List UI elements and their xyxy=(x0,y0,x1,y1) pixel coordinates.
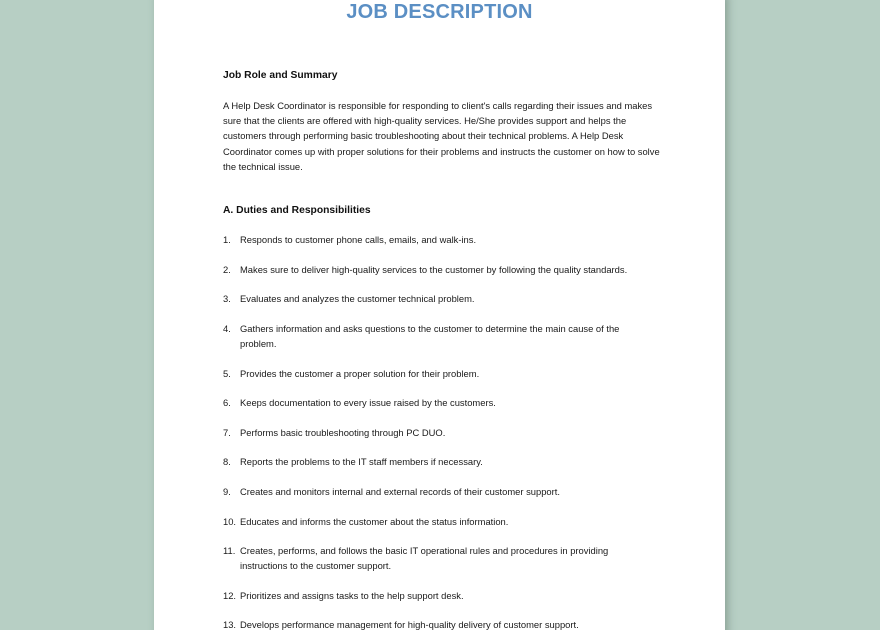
list-item xyxy=(223,484,643,499)
list-item xyxy=(223,617,643,630)
list-item-text: Keeps documentation to every issue raised by the customers. xyxy=(240,397,496,408)
list-item-text: Makes sure to deliver high-quality services to the customer by following the quality standards. xyxy=(240,264,628,275)
list-item-text: Creates, performs, and follows the basic IT operational rules and procedures in providing instructions to the customer support. xyxy=(240,545,609,571)
summary-paragraph: A Help Desk Coordinator is responsible for responding to client's calls regarding their issues and makes sure that the clients are offered with high-quality services. He/She provides support and helps the customers through performing basic troubleshooting about their technical problems. A Help Desk Coordinator comes up with proper solutions for their problems and instructs the customer on how to solve the technical issue. xyxy=(223,100,660,172)
list-item-number: 9. xyxy=(223,486,231,497)
duties-heading: A. Duties and Responsibilities xyxy=(223,205,371,216)
list-item-number: 6. xyxy=(223,397,231,408)
list-item xyxy=(223,588,643,603)
list-item-text: Provides the customer a proper solution for their problem. xyxy=(240,368,480,379)
list-item xyxy=(223,425,643,440)
list-item-number: 7. xyxy=(223,427,231,438)
list-item-number: 10. xyxy=(223,516,237,527)
list-item xyxy=(223,291,643,306)
list-item-text: Performs basic troubleshooting through PC DUO. xyxy=(240,427,446,438)
summary-heading: Job Role and Summary xyxy=(223,70,338,81)
list-item-text: Evaluates and analyzes the customer technical problem. xyxy=(240,293,475,304)
list-item-number: 13. xyxy=(223,619,237,630)
list-item-number: 4. xyxy=(223,323,231,334)
document-title: JOB DESCRIPTION xyxy=(346,1,533,23)
list-item xyxy=(223,543,643,573)
list-item-number: 11. xyxy=(223,545,236,556)
list-item-number: 2. xyxy=(223,264,231,275)
list-item-number: 5. xyxy=(223,368,231,379)
list-item xyxy=(223,366,643,381)
document-page xyxy=(154,0,725,630)
list-item-text: Develops performance management for high-quality delivery of customer support. xyxy=(240,619,579,630)
list-item-number: 12. xyxy=(223,590,237,601)
list-item-number: 3. xyxy=(223,293,231,304)
list-item-text: Creates and monitors internal and external records of their customer support. xyxy=(240,486,560,497)
list-item xyxy=(223,454,643,469)
list-item xyxy=(223,514,643,529)
list-item xyxy=(223,262,643,277)
list-item-number: 8. xyxy=(223,456,231,467)
list-item-text: Gathers information and asks questions to the customer to determine the main cause of the problem. xyxy=(240,323,620,349)
list-item-text: Reports the problems to the IT staff members if necessary. xyxy=(240,456,483,467)
list-item-text: Prioritizes and assigns tasks to the help support desk. xyxy=(240,590,464,601)
list-item-text: Responds to customer phone calls, emails, and walk-ins. xyxy=(240,234,477,245)
list-item-number: 1. xyxy=(223,234,231,245)
list-item xyxy=(223,321,643,351)
list-item xyxy=(223,395,643,410)
list-item-text: Educates and informs the customer about the status information. xyxy=(240,516,509,527)
list-item xyxy=(223,232,643,247)
